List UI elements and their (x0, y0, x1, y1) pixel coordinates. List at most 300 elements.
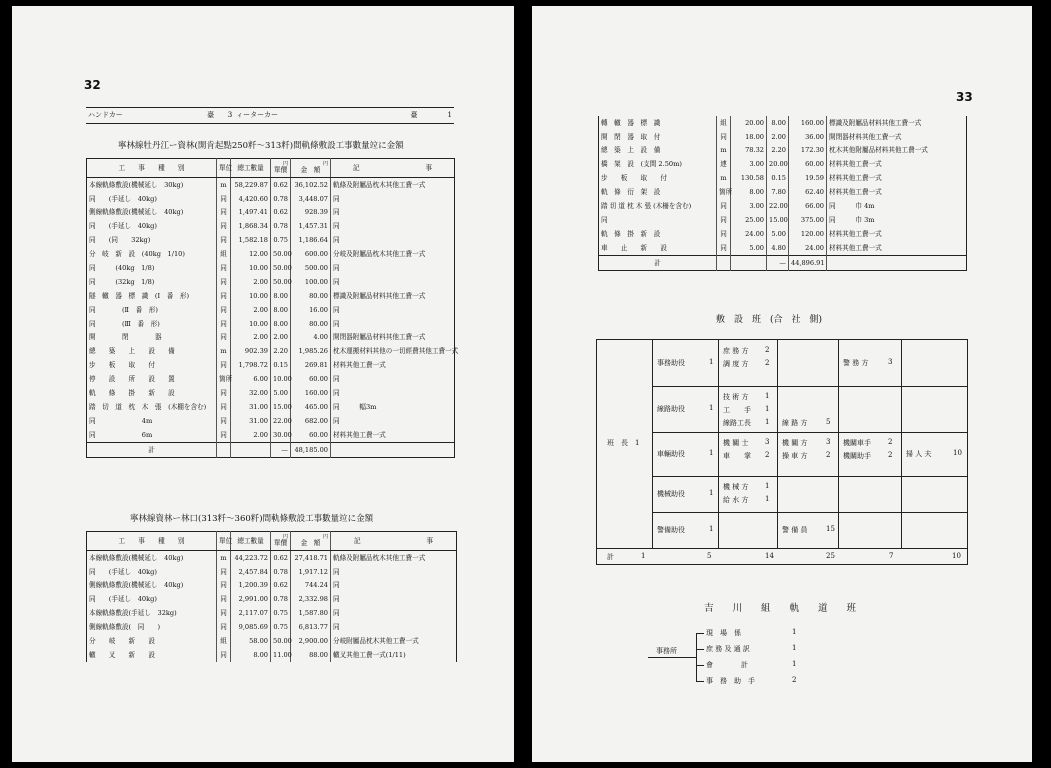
cell-amount: 465.00 (291, 400, 331, 414)
table-row (87, 345, 455, 359)
table1-title: 寧林線牡丹江ー資林(開肯起點250粁～313粁)間軌條敷設工事數量竝に金額 (118, 141, 404, 151)
table-row (87, 551, 457, 565)
page-number: 33 (956, 90, 973, 104)
member (906, 449, 962, 459)
cell-unit: m (217, 178, 231, 192)
cell-unit: 同 (217, 414, 231, 428)
cell-amount: 600.00 (291, 247, 331, 261)
member-name: 機關車手 (843, 439, 871, 447)
branch-line (696, 665, 704, 666)
header-text: 單位 (219, 163, 233, 172)
cell-qty: 31.00 (231, 400, 271, 414)
cell-rate: 0.62 (271, 551, 291, 565)
table-row (87, 565, 457, 579)
member (723, 405, 770, 415)
cell-amount: 4.00 (291, 331, 331, 345)
cell-item: 同 (同 32kg) (89, 236, 151, 245)
table-row (599, 130, 967, 144)
member-count: 15 (826, 525, 835, 533)
member-count: 3 (888, 358, 893, 366)
cell-rate: 0.78 (271, 565, 291, 579)
cell-unit: 同 (217, 192, 231, 206)
cell-unit: 同 (717, 199, 731, 213)
cell-amount: 1,985.26 (291, 345, 331, 359)
cell-qty: 3.00 (731, 199, 767, 213)
cell-unit: 組 (717, 116, 731, 130)
table-row (87, 317, 455, 331)
table-row (87, 178, 455, 192)
cell-amount: 1,917.12 (291, 565, 331, 579)
total-value: 10 (952, 552, 961, 560)
cell-amount: 1,587.80 (291, 607, 331, 621)
header-cell (271, 159, 291, 178)
cell-unit: 箇所 (717, 185, 731, 199)
cell-unit (217, 442, 231, 457)
cell-note: 材料其他工費一式 (331, 428, 455, 442)
head-label: 班 長 1 (607, 439, 640, 447)
cell-qty: 12.00 (231, 247, 271, 261)
org2-chart (642, 626, 842, 696)
group-count: 1 (709, 358, 714, 366)
cell-rate: 7.80 (767, 185, 789, 199)
cell-item: 同 (Ⅱ 番 形) (89, 305, 158, 314)
cell-item: 分 岐 新 設 (40kg 1/10) (89, 250, 185, 259)
cell-rate: 11.00 (271, 648, 291, 662)
table-row (87, 579, 457, 593)
cell-unit: 同 (217, 206, 231, 220)
cell-amount: 60.00 (291, 372, 331, 386)
member (723, 418, 770, 428)
member (723, 392, 770, 402)
group-count: 1 (709, 404, 714, 412)
cell-unit: 同 (217, 303, 231, 317)
unit-mark: 円 (322, 534, 328, 541)
total-label: 計 (607, 553, 614, 561)
cell-unit: 同 (217, 331, 231, 345)
table-row (599, 255, 967, 270)
cell-item: 同 6m (89, 430, 153, 439)
header-cell (331, 532, 457, 551)
cell-qty (231, 442, 271, 457)
child-count: 1 (792, 644, 797, 652)
member-name: 調 度 方 (723, 360, 749, 368)
member-count: 2 (826, 451, 831, 459)
cell-note: 材料其他工費一式 (827, 227, 967, 241)
header-text: 單價 (273, 166, 288, 175)
table-row (87, 220, 455, 234)
cell-item: 軌 條 掛 新 設 (89, 389, 175, 397)
cell-item: 分 岐 新 設 (89, 636, 155, 645)
cell-qty: 1,868.34 (231, 220, 271, 234)
cell-amount: 24.00 (789, 241, 827, 255)
member-count: 1 (765, 418, 770, 426)
cell-unit: 同 (217, 579, 231, 593)
cell-amount: 80.00 (291, 317, 331, 331)
cell-rate: 8.00 (271, 289, 291, 303)
table-row (87, 275, 455, 289)
table-row (599, 213, 967, 227)
table-row (599, 185, 967, 199)
cell-unit: 同 (217, 593, 231, 607)
cell-note: 枕木運搬材料其他の一切經費其他工費一式 (331, 345, 455, 359)
cell-qty: 6.00 (231, 372, 271, 386)
group-name: 車輛助役 (657, 450, 685, 458)
cell-amount: 2,900.00 (291, 634, 331, 648)
cell-unit: 同 (217, 359, 231, 373)
header-text: 總工數量 (237, 163, 264, 172)
table-row (87, 261, 455, 275)
cell-unit: 連 (717, 158, 731, 172)
cell-note: 軌條及附屬品枕木其他工費一式 (331, 551, 457, 565)
table-header (87, 532, 457, 551)
header-text: 單位 (219, 536, 233, 545)
member (723, 438, 770, 448)
group-label (657, 489, 714, 499)
cell-rate: 5.00 (271, 386, 291, 400)
cell-unit: 同 (217, 220, 231, 234)
cell-qty: 1,200.39 (231, 579, 271, 593)
member-name: 機 械 方 (723, 483, 749, 491)
cell-note: 同 (331, 593, 457, 607)
cell-qty: 10.00 (231, 289, 271, 303)
cell-rate: 2.20 (767, 144, 789, 158)
cell-amount: 928.39 (291, 206, 331, 220)
root-label: 事務所 (656, 647, 677, 655)
top-cell: 1 (447, 111, 452, 119)
member (843, 451, 893, 461)
cell-unit: 同 (217, 317, 231, 331)
cell-note: 標識及附屬品材料其他工費一式 (827, 116, 967, 130)
cell-qty: 24.00 (731, 227, 767, 241)
cell-amount: 1,457.31 (291, 220, 331, 234)
cell-qty: 18.00 (731, 130, 767, 144)
cell-unit: 同 (217, 234, 231, 248)
cell-rate: 15.00 (271, 400, 291, 414)
member (723, 451, 770, 461)
group-name: 警備助役 (657, 526, 685, 534)
total-value: 1 (641, 552, 646, 560)
cell-qty: 2,117.07 (231, 607, 271, 621)
cell-note: 轍叉其他工費一式(1/11) (331, 648, 457, 662)
child-name: 會 計 (706, 661, 748, 669)
member-count: 1 (765, 495, 770, 503)
cell-rate: 8.00 (271, 303, 291, 317)
cell-note: 同 (331, 372, 455, 386)
cell-qty: 32.00 (231, 386, 271, 400)
cell-item: 同 4m (89, 416, 153, 425)
header-text: 記 事 (353, 536, 434, 545)
cell-rate: 0.62 (271, 178, 291, 192)
cell-note: 同 (331, 414, 455, 428)
table-row (87, 192, 455, 206)
member-name: 操 車 方 (782, 452, 808, 460)
cell-note: 材料其他工費一式 (827, 158, 967, 172)
cell-rate: 50.00 (271, 275, 291, 289)
child-count: 1 (792, 660, 797, 668)
cell-rate: 0.15 (271, 359, 291, 373)
top-cell: 臺 (410, 111, 418, 119)
cell-rate: 2.00 (271, 331, 291, 345)
member (782, 418, 831, 428)
cell-item: 本線軌條敷設(手延し 32kg) (89, 609, 177, 618)
cell-note: 開閉器材料其他工費一式 (827, 130, 967, 144)
cell-note: 同 (331, 386, 455, 400)
org2-title: 吉 川 組 軌 道 班 (704, 603, 857, 614)
table-row (87, 372, 455, 386)
cell-item: 計 (148, 445, 155, 454)
cell-amount: 160.00 (291, 386, 331, 400)
member-count: 2 (765, 359, 770, 367)
cell-item: 本線軌條敷設(機械延し 40kg) (89, 553, 184, 562)
left-page (12, 6, 514, 762)
cell-item: 同 (Ⅲ 番 形) (89, 319, 160, 328)
cell-amount: 16.00 (291, 303, 331, 317)
cell-amount: 682.00 (291, 414, 331, 428)
unit-mark: 円 (282, 161, 288, 168)
header-text: 金 額 (300, 166, 321, 175)
header-cell (291, 532, 331, 551)
header-cell (331, 159, 455, 178)
cell-note: 材料其他工費一式 (827, 185, 967, 199)
cell-item: 軌 條 掛 新 設 (601, 229, 661, 238)
cell-qty: 130.58 (731, 172, 767, 186)
member-count: 5 (826, 418, 831, 426)
member-count: 2 (765, 451, 770, 459)
cell-note: 材料其他工費一式 (331, 359, 455, 373)
member-name: 機關助手 (843, 452, 871, 460)
cell-qty: 2.00 (231, 303, 271, 317)
cell-unit: m (217, 551, 231, 565)
member-name: 工 手 (723, 406, 751, 414)
cell-amount: 3,448.07 (291, 192, 331, 206)
cell-item: 同 (手延し 40kg) (89, 194, 157, 203)
total-value: 25 (826, 552, 835, 560)
cell-amount: 44,896.91 (789, 255, 827, 270)
cell-item: 計 (654, 258, 661, 267)
cell-rate: — (271, 442, 291, 457)
header-text: 記 事 (352, 163, 433, 172)
branch-line (696, 681, 704, 682)
cell-item: 同 (手延し 40kg) (89, 222, 157, 231)
group-name: 機械助役 (657, 490, 685, 498)
cell-note: 同 (331, 275, 455, 289)
member-name: 機 關 士 (723, 439, 749, 447)
cell-item: 開 閉 器 取 付 (601, 132, 661, 141)
cell-rate: — (767, 255, 789, 270)
member (782, 525, 835, 535)
cell-unit: 同 (717, 130, 731, 144)
cell-item: 同 (601, 215, 608, 224)
cell-amount: 744.24 (291, 579, 331, 593)
cell-unit (717, 255, 731, 270)
child-item (706, 660, 797, 670)
table-row (87, 593, 457, 607)
cell-rate: 50.00 (271, 247, 291, 261)
cell-rate: 2.20 (271, 345, 291, 359)
cell-qty: 3.00 (731, 158, 767, 172)
cell-item: 踏 切 道 枕 木 張 (木柵を含む) (601, 201, 692, 210)
cell-amount: 66.00 (789, 199, 827, 213)
member-count: 3 (765, 438, 770, 446)
cell-note: 分岐附屬品枕木其他工費一式 (331, 634, 457, 648)
member-name: 機 關 方 (782, 439, 808, 447)
cell-rate: 0.75 (271, 234, 291, 248)
cell-rate: 2.00 (767, 130, 789, 144)
child-item (706, 628, 797, 638)
cell-item: 側線軌條敷設( 同 ) (89, 623, 161, 632)
member-count: 2 (888, 451, 893, 459)
group-label (657, 525, 714, 535)
cell-item: 同 (手延し 40kg) (89, 567, 157, 576)
header-text: 金 額 (300, 539, 321, 548)
cell-note: 同 (331, 206, 455, 220)
cell-unit: 同 (217, 275, 231, 289)
child-name: 庶 務 及 通 訳 (706, 645, 750, 653)
cell-qty: 1,798.72 (231, 359, 271, 373)
cell-rate: 8.00 (271, 317, 291, 331)
table-row (599, 199, 967, 213)
cell-rate: 50.00 (271, 634, 291, 648)
member-name: 技 術 方 (723, 393, 749, 401)
total-value: 7 (889, 552, 894, 560)
cell-amount: 48,185.00 (291, 442, 331, 457)
cell-unit: 同 (217, 648, 231, 662)
table-row (87, 247, 455, 261)
header-text: 工 事 種 別 (118, 536, 185, 545)
cell-qty: 78.32 (731, 144, 767, 158)
cell-qty: 58.00 (231, 634, 271, 648)
branch-line (696, 633, 704, 634)
table1 (86, 158, 459, 458)
cell-note: 同 (331, 303, 455, 317)
cell-unit: 組 (217, 247, 231, 261)
member (723, 346, 770, 356)
cell-rate: 22.00 (767, 199, 789, 213)
top-cell: 3 (227, 111, 233, 119)
cell-unit: m (217, 345, 231, 359)
cell-note: 同 巾 4m (827, 199, 967, 213)
cell-rate: 50.00 (271, 261, 291, 275)
table-row (599, 144, 967, 158)
cell-note: 同 (331, 317, 455, 331)
cell-qty: 4,420.60 (231, 192, 271, 206)
org1-title: 敷 設 班 (合 社 側) (716, 315, 823, 325)
cell-rate: 22.00 (271, 414, 291, 428)
group-name: 事務助役 (657, 359, 685, 367)
cell-note: 同 (331, 579, 457, 593)
cell-rate: 30.00 (271, 428, 291, 442)
cell-unit: 同 (217, 261, 231, 275)
table-row (599, 227, 967, 241)
member-name: 掃 人 夫 (906, 450, 932, 458)
cell-note (827, 255, 967, 270)
member (843, 358, 893, 368)
table-row (87, 648, 457, 662)
table-row (87, 414, 455, 428)
cell-unit: m (717, 172, 731, 186)
member-count: 2 (765, 346, 770, 354)
group-count: 1 (709, 525, 714, 533)
page-number: 32 (84, 78, 101, 92)
table-header (87, 159, 455, 178)
cell-unit: 同 (217, 565, 231, 579)
cell-rate: 0.78 (271, 593, 291, 607)
table-row (87, 359, 455, 373)
table-row (87, 620, 457, 634)
cell-rate: 0.62 (271, 579, 291, 593)
group-label (657, 404, 714, 414)
cell-rate: 15.00 (767, 213, 789, 227)
cell-unit: 同 (717, 227, 731, 241)
header-cell (87, 532, 217, 551)
cell-rate: 0.75 (271, 607, 291, 621)
child-count: 1 (792, 628, 797, 636)
cell-qty: 10.00 (231, 261, 271, 275)
cell-amount: 60.00 (789, 158, 827, 172)
member-count: 1 (765, 405, 770, 413)
table-row (87, 442, 455, 457)
group-name: 線路助役 (657, 405, 685, 413)
header-cell (231, 159, 271, 178)
child-name: 事 務 助 手 (706, 677, 755, 685)
cell-item: 隧 轍 器 標 識 (Ⅰ 番 形) (89, 291, 190, 300)
group-label (657, 449, 714, 459)
cell-amount: 375.00 (789, 213, 827, 227)
child-name: 現 場 係 (706, 629, 741, 637)
cell-qty: 9,085.69 (231, 620, 271, 634)
top-cell: ハンドカー (88, 111, 123, 119)
unit-mark: 円 (322, 161, 328, 168)
cell-item: 同 (32kg 1/8) (89, 277, 155, 286)
cell-qty: 20.00 (731, 116, 767, 130)
cell-item: 步 板 取 付 (89, 361, 155, 370)
member-name: 線 路 方 (782, 419, 808, 427)
table-row (87, 634, 457, 648)
header-cell (291, 159, 331, 178)
cell-item: 總 築 上 設 備 (601, 146, 661, 155)
cell-qty: 2.00 (231, 275, 271, 289)
cell-qty: 902.39 (231, 345, 271, 359)
cell-note: 同 (331, 565, 457, 579)
cell-qty: 1,582.18 (231, 234, 271, 248)
cell-item: 側線軌條敷設(機械延し 40kg) (89, 208, 184, 217)
unit-mark: 円 (282, 534, 288, 541)
cell-item: 同 (40kg 1/8) (89, 263, 155, 272)
member-name: 線路工長 (723, 419, 751, 427)
cell-amount: 36.00 (789, 130, 827, 144)
cell-note: 同 巾 3m (827, 213, 967, 227)
cell-amount: 60.00 (291, 428, 331, 442)
cell-note: 同 (331, 234, 455, 248)
cell-note: 同 (331, 192, 455, 206)
cell-rate: 8.00 (767, 116, 789, 130)
table2-title: 寧林線資林ー林口(313粁～360粁)間軌條敷設工事數量竝に金額 (130, 514, 374, 524)
header-text: 單價 (273, 539, 288, 548)
cell-note: 枕木其他附屬品材料其他工費一式 (827, 144, 967, 158)
member-name: 車 掌 (723, 452, 751, 460)
cell-note: 材料其他工費一式 (827, 172, 967, 186)
cell-amount: 2,332.98 (291, 593, 331, 607)
member-count: 3 (826, 438, 831, 446)
cell-unit: 同 (717, 213, 731, 227)
member-count: 1 (765, 392, 770, 400)
cell-amount: 80.00 (291, 289, 331, 303)
cell-item: 踏 切 道 枕 木 張 (木棚を含む) (89, 402, 207, 411)
cell-qty: 25.00 (731, 213, 767, 227)
table-row (87, 206, 455, 220)
cell-item: 步 板 取 付 (601, 174, 667, 183)
table-row (599, 241, 967, 255)
